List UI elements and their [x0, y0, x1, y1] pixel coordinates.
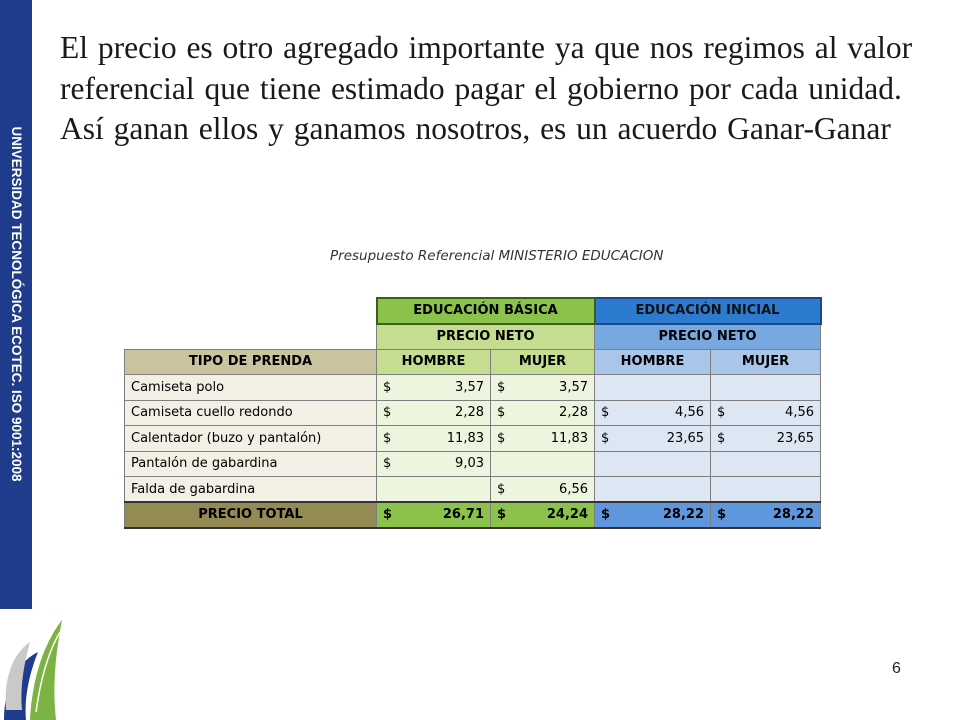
header-precio-neto-basica: PRECIO NETO: [377, 324, 595, 350]
garment-label: Falda de gabardina: [125, 477, 377, 503]
price-cell: [711, 451, 821, 477]
price-cell: [595, 477, 711, 503]
garment-label: Calentador (buzo y pantalón): [125, 426, 377, 452]
total-label: PRECIO TOTAL: [125, 502, 377, 528]
garment-label: Pantalón de gabardina: [125, 451, 377, 477]
table-row: [125, 400, 821, 426]
price-cell: $ 2,28: [377, 400, 491, 426]
total-inicial-mujer: $ 28,22: [711, 502, 821, 528]
total-row: [125, 502, 821, 528]
total-basica-hombre: $ 26,71: [377, 502, 491, 528]
price-cell: $ 23,65: [595, 426, 711, 452]
sidebar-band: [0, 0, 32, 609]
price-table: [124, 297, 822, 529]
header-educacion-basica: EDUCACIÓN BÁSICA: [377, 298, 595, 324]
table-row: [125, 477, 821, 503]
price-cell: $ 3,57: [491, 375, 595, 401]
header-hombre-basica: HOMBRE: [377, 349, 491, 375]
price-cell: [711, 375, 821, 401]
price-cell: [377, 477, 491, 503]
page-number: 6: [892, 660, 901, 677]
header-mujer-inicial: MUJER: [711, 349, 821, 375]
price-cell: $ 4,56: [595, 400, 711, 426]
price-cell: [711, 477, 821, 503]
header-mujer-basica: MUJER: [491, 349, 595, 375]
price-cell: $ 9,03: [377, 451, 491, 477]
garment-label: Camiseta polo: [125, 375, 377, 401]
intro-paragraph: El precio es otro agregado importante ya que nos regimos al valor referencial que tiene estimado pagar el gobierno por cada unidad. Así ganan ellos y ganamos nosotros, es un acuerdo Ganar-Ganar: [60, 30, 913, 146]
header-hombre-inicial: HOMBRE: [595, 349, 711, 375]
garment-label: Camiseta cuello redondo: [125, 400, 377, 426]
price-cell: $ 23,65: [711, 426, 821, 452]
price-cell: $ 11,83: [377, 426, 491, 452]
price-cell: [595, 375, 711, 401]
price-cell: [595, 451, 711, 477]
price-cell: $ 2,28: [491, 400, 595, 426]
header-precio-neto-inicial: PRECIO NETO: [595, 324, 821, 350]
price-cell: $ 11,83: [491, 426, 595, 452]
table-row: [125, 426, 821, 452]
table-row: [125, 451, 821, 477]
header-educacion-inicial: EDUCACIÓN INICIAL: [595, 298, 821, 324]
leaf-logo-icon: [0, 612, 70, 720]
price-cell: [491, 451, 595, 477]
table-title: Presupuesto Referencial MINISTERIO EDUCACION: [330, 248, 664, 264]
total-basica-mujer: $ 24,24: [491, 502, 595, 528]
table-row: [125, 375, 821, 401]
price-cell: $ 6,56: [491, 477, 595, 503]
price-cell: $ 3,57: [377, 375, 491, 401]
header-tipo-prenda: TIPO DE PRENDA: [125, 349, 377, 375]
university-name: UNIVERSIDAD TECNOLÓGICA ECOTEC. ISO 9001:2008: [9, 126, 24, 482]
price-cell: $ 4,56: [711, 400, 821, 426]
total-inicial-hombre: $ 28,22: [595, 502, 711, 528]
